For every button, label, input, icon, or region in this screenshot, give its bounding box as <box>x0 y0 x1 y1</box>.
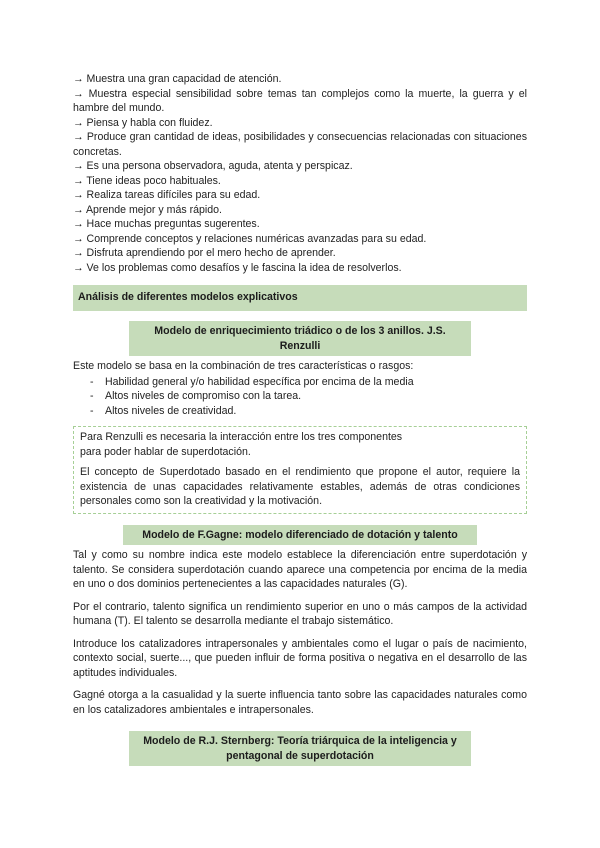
trait-item: → Hace muchas preguntas sugerentes. <box>73 218 260 230</box>
renzulli-section <box>73 321 527 514</box>
trait-item: → Disfruta aprendiendo por el mero hecho de aprender. <box>73 247 336 259</box>
renzulli-title: Modelo de enriquecimiento triádico o de los 3 anillos. J.S. Renzulli <box>129 321 471 356</box>
trait-item: → Tiene ideas poco habituales. <box>73 174 221 187</box>
renzulli-note-1: Para Renzulli es necesaria la interacción entre los tres componentes para poder hablar de superdotación. <box>80 431 403 458</box>
gagne-paragraph: Introduce los catalizadores intrapersonales y ambientales como el lugar o país de nacimiento, contexto social, suerte..., que pueden influir de forma positiva o negativa en el desarrollo de las aptitudes individuales. <box>73 637 527 679</box>
trait-item: → Produce gran cantidad de ideas, posibilidades y consecuencias relacionadas con situaciones concretas. <box>73 131 527 158</box>
renzulli-note-2: El concepto de Superdotado basado en el rendimiento que propone el autor, requiere la existencia de unas capacidades relativamente estables, además de otras condiciones personales como son la creatividad y la motivación. <box>80 466 520 507</box>
trait-item: → Muestra especial sensibilidad sobre temas tan complejos como la muerte, la guerra y el hambre del mundo. <box>73 87 527 114</box>
sternberg-title: Modelo de R.J. Sternberg: Teoría triárquica de la inteligencia y pentagonal de superdotación <box>129 731 471 766</box>
renzulli-intro: Este modelo se basa en la combinación de tres características o rasgos: <box>73 360 414 372</box>
trait-item: → Es una persona observadora, aguda, atenta y perspicaz. <box>73 160 353 172</box>
gagne-title: Modelo de F.Gagne: modelo diferenciado de dotación y talento <box>123 525 477 546</box>
section-heading: Análisis de diferentes modelos explicativos <box>73 285 527 311</box>
renzulli-trait <box>73 389 527 404</box>
trait-item: → Realiza tareas difíciles para su edad. <box>73 189 261 201</box>
gagne-paragraph: Por el contrario, talento significa un rendimiento superior en uno o más campos de la actividad humana (T). El talento se desarrolla mediante el trabajo sistemático. <box>73 600 527 627</box>
renzulli-traits <box>73 375 527 419</box>
renzulli-trait <box>73 375 527 390</box>
sternberg-section <box>73 731 527 766</box>
gagne-body <box>73 548 527 717</box>
renzulli-trait <box>73 404 527 419</box>
trait-item: → Ve los problemas como desafíos y le fascina la idea de resolverlos. <box>73 261 402 274</box>
gagne-section <box>73 525 527 718</box>
trait-item: → Comprende conceptos y relaciones numéricas avanzadas para su edad. <box>73 232 427 245</box>
renzulli-note-box <box>73 426 527 514</box>
page-content <box>73 72 527 766</box>
renzulli-trait-text: Altos niveles de creatividad. <box>105 404 237 417</box>
renzulli-trait-text: Habilidad general y/o habilidad específica por encima de la media <box>105 375 414 388</box>
trait-item: → Aprende mejor y más rápido. <box>73 203 222 216</box>
trait-item: → Piensa y habla con fluidez. <box>73 116 213 129</box>
dash-marker: - <box>90 390 94 402</box>
dash-marker: - <box>90 404 94 417</box>
dash-marker: - <box>90 375 94 388</box>
traits-list <box>73 72 527 275</box>
renzulli-trait-text: Altos niveles de compromiso con la tarea. <box>105 390 302 402</box>
trait-item: → Muestra una gran capacidad de atención. <box>73 73 282 85</box>
gagne-paragraph: Tal y como su nombre indica este modelo establece la diferenciación entre superdotación y talento. Se considera superdotación cuando aparece una competencia por encima de la media en uno o dos dominios pertenecientes a las capacidades naturales (G). <box>73 549 527 590</box>
gagne-paragraph: Gagné otorga a la casualidad y la suerte influencia tanto sobre las capacidades naturales como en los catalizadores ambientales e intrapersonales. <box>73 689 527 716</box>
